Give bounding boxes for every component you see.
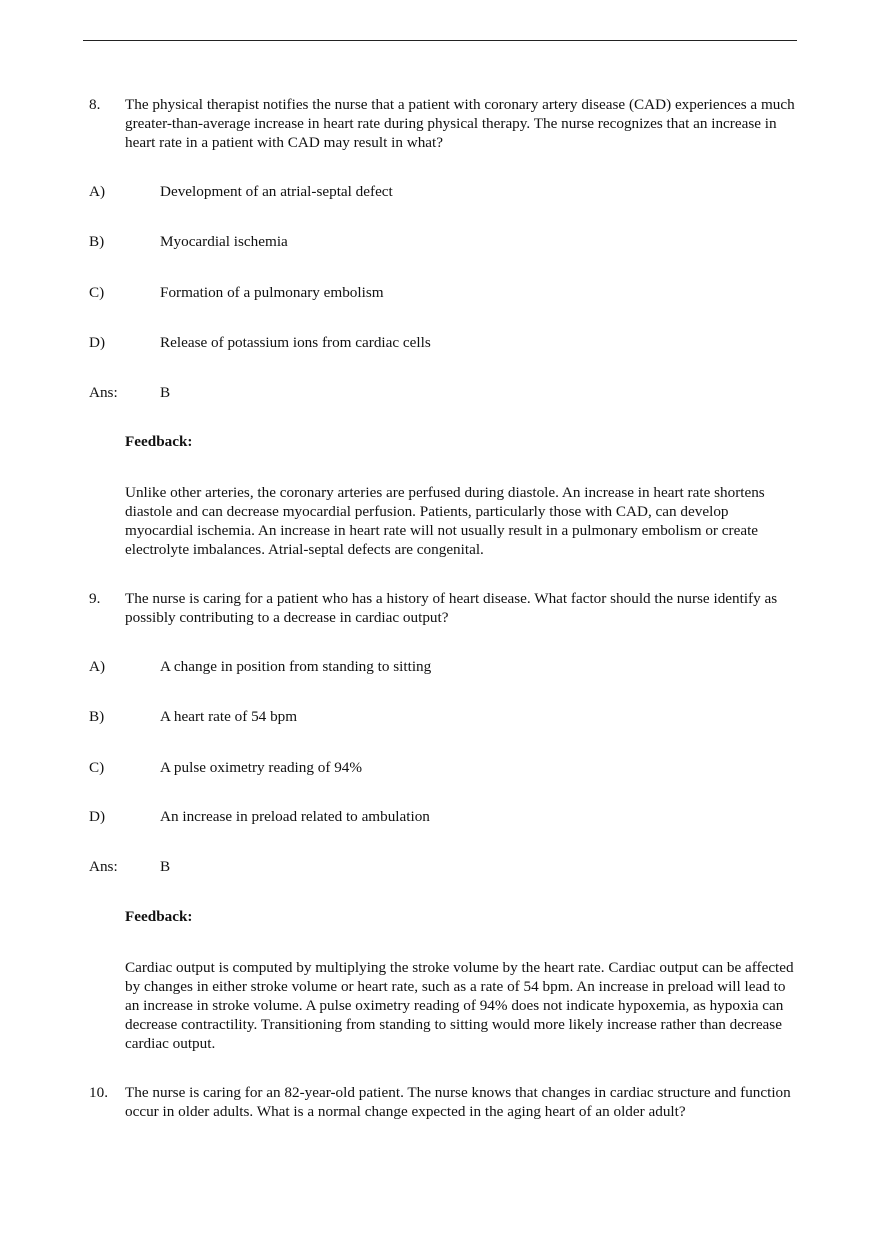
option-text: A heart rate of 54 bpm	[160, 708, 298, 725]
option-label: A)	[89, 658, 106, 675]
question-number: 10.	[89, 1084, 108, 1101]
option-label: C)	[89, 759, 105, 776]
question-text: The nurse is caring for a patient who has a history of heart disease. What factor should the nurse identify as possibly contributing to a decrease in cardiac output?	[125, 590, 778, 626]
answer-label: Ans:	[89, 858, 118, 875]
option-label: C)	[89, 284, 105, 301]
option-label: B)	[89, 708, 105, 725]
option-label: B)	[89, 233, 105, 250]
option-text: Myocardial ischemia	[160, 233, 288, 250]
answer-value: B	[160, 384, 171, 401]
header-rule	[83, 40, 797, 41]
option-text: Formation of a pulmonary embolism	[160, 284, 384, 301]
option-text: An increase in preload related to ambulation	[160, 808, 430, 825]
feedback-heading: Feedback:	[125, 433, 193, 450]
feedback-heading: Feedback:	[125, 908, 193, 925]
question-text: The physical therapist notifies the nurse that a patient with coronary artery disease (CAD) experiences a much greater-than-average increase in heart rate during physical therapy. The nurse recognizes that an increase in heart rate in a patient with CAD may result in what?	[125, 96, 795, 151]
option-label: A)	[89, 183, 106, 200]
option-text: Release of potassium ions from cardiac cells	[160, 334, 431, 351]
feedback-text: Unlike other arteries, the coronary arteries are perfused during diastole. An increase in heart rate shortens diastole and can decrease myocardial perfusion. Patients, particularly those with CAD, can develop myocardial ischemia. An increase in heart rate will not usually result in a pulmonary embolism or create electrolyte imbalances. Atrial-septal defects are congenital.	[125, 484, 765, 558]
answer-label: Ans:	[89, 384, 118, 401]
option-label: D)	[89, 808, 106, 825]
option-text: A pulse oximetry reading of 94%	[160, 759, 363, 776]
question-number: 9.	[89, 590, 101, 607]
feedback-text: Cardiac output is computed by multiplying the stroke volume by the heart rate. Cardiac output can be affected by changes in either stroke volume or heart rate, such as a rate of 54 bpm. An increase in preload will lead to an increase in stroke volume. A pulse oximetry reading of 94% does not indicate hypoxemia, as hypoxia can decrease contractility. Transitioning from standing to sitting would more likely increase rather than decrease cardiac output.	[125, 959, 794, 1052]
question-number: 8.	[89, 96, 101, 113]
option-text: Development of an atrial-septal defect	[160, 183, 393, 200]
option-label: D)	[89, 334, 106, 351]
question-text: The nurse is caring for an 82-year-old patient. The nurse knows that changes in cardiac structure and function occur in older adults. What is a normal change expected in the aging heart of an older adult?	[125, 1084, 791, 1120]
option-text: A change in position from standing to sitting	[160, 658, 432, 675]
answer-value: B	[160, 858, 171, 875]
